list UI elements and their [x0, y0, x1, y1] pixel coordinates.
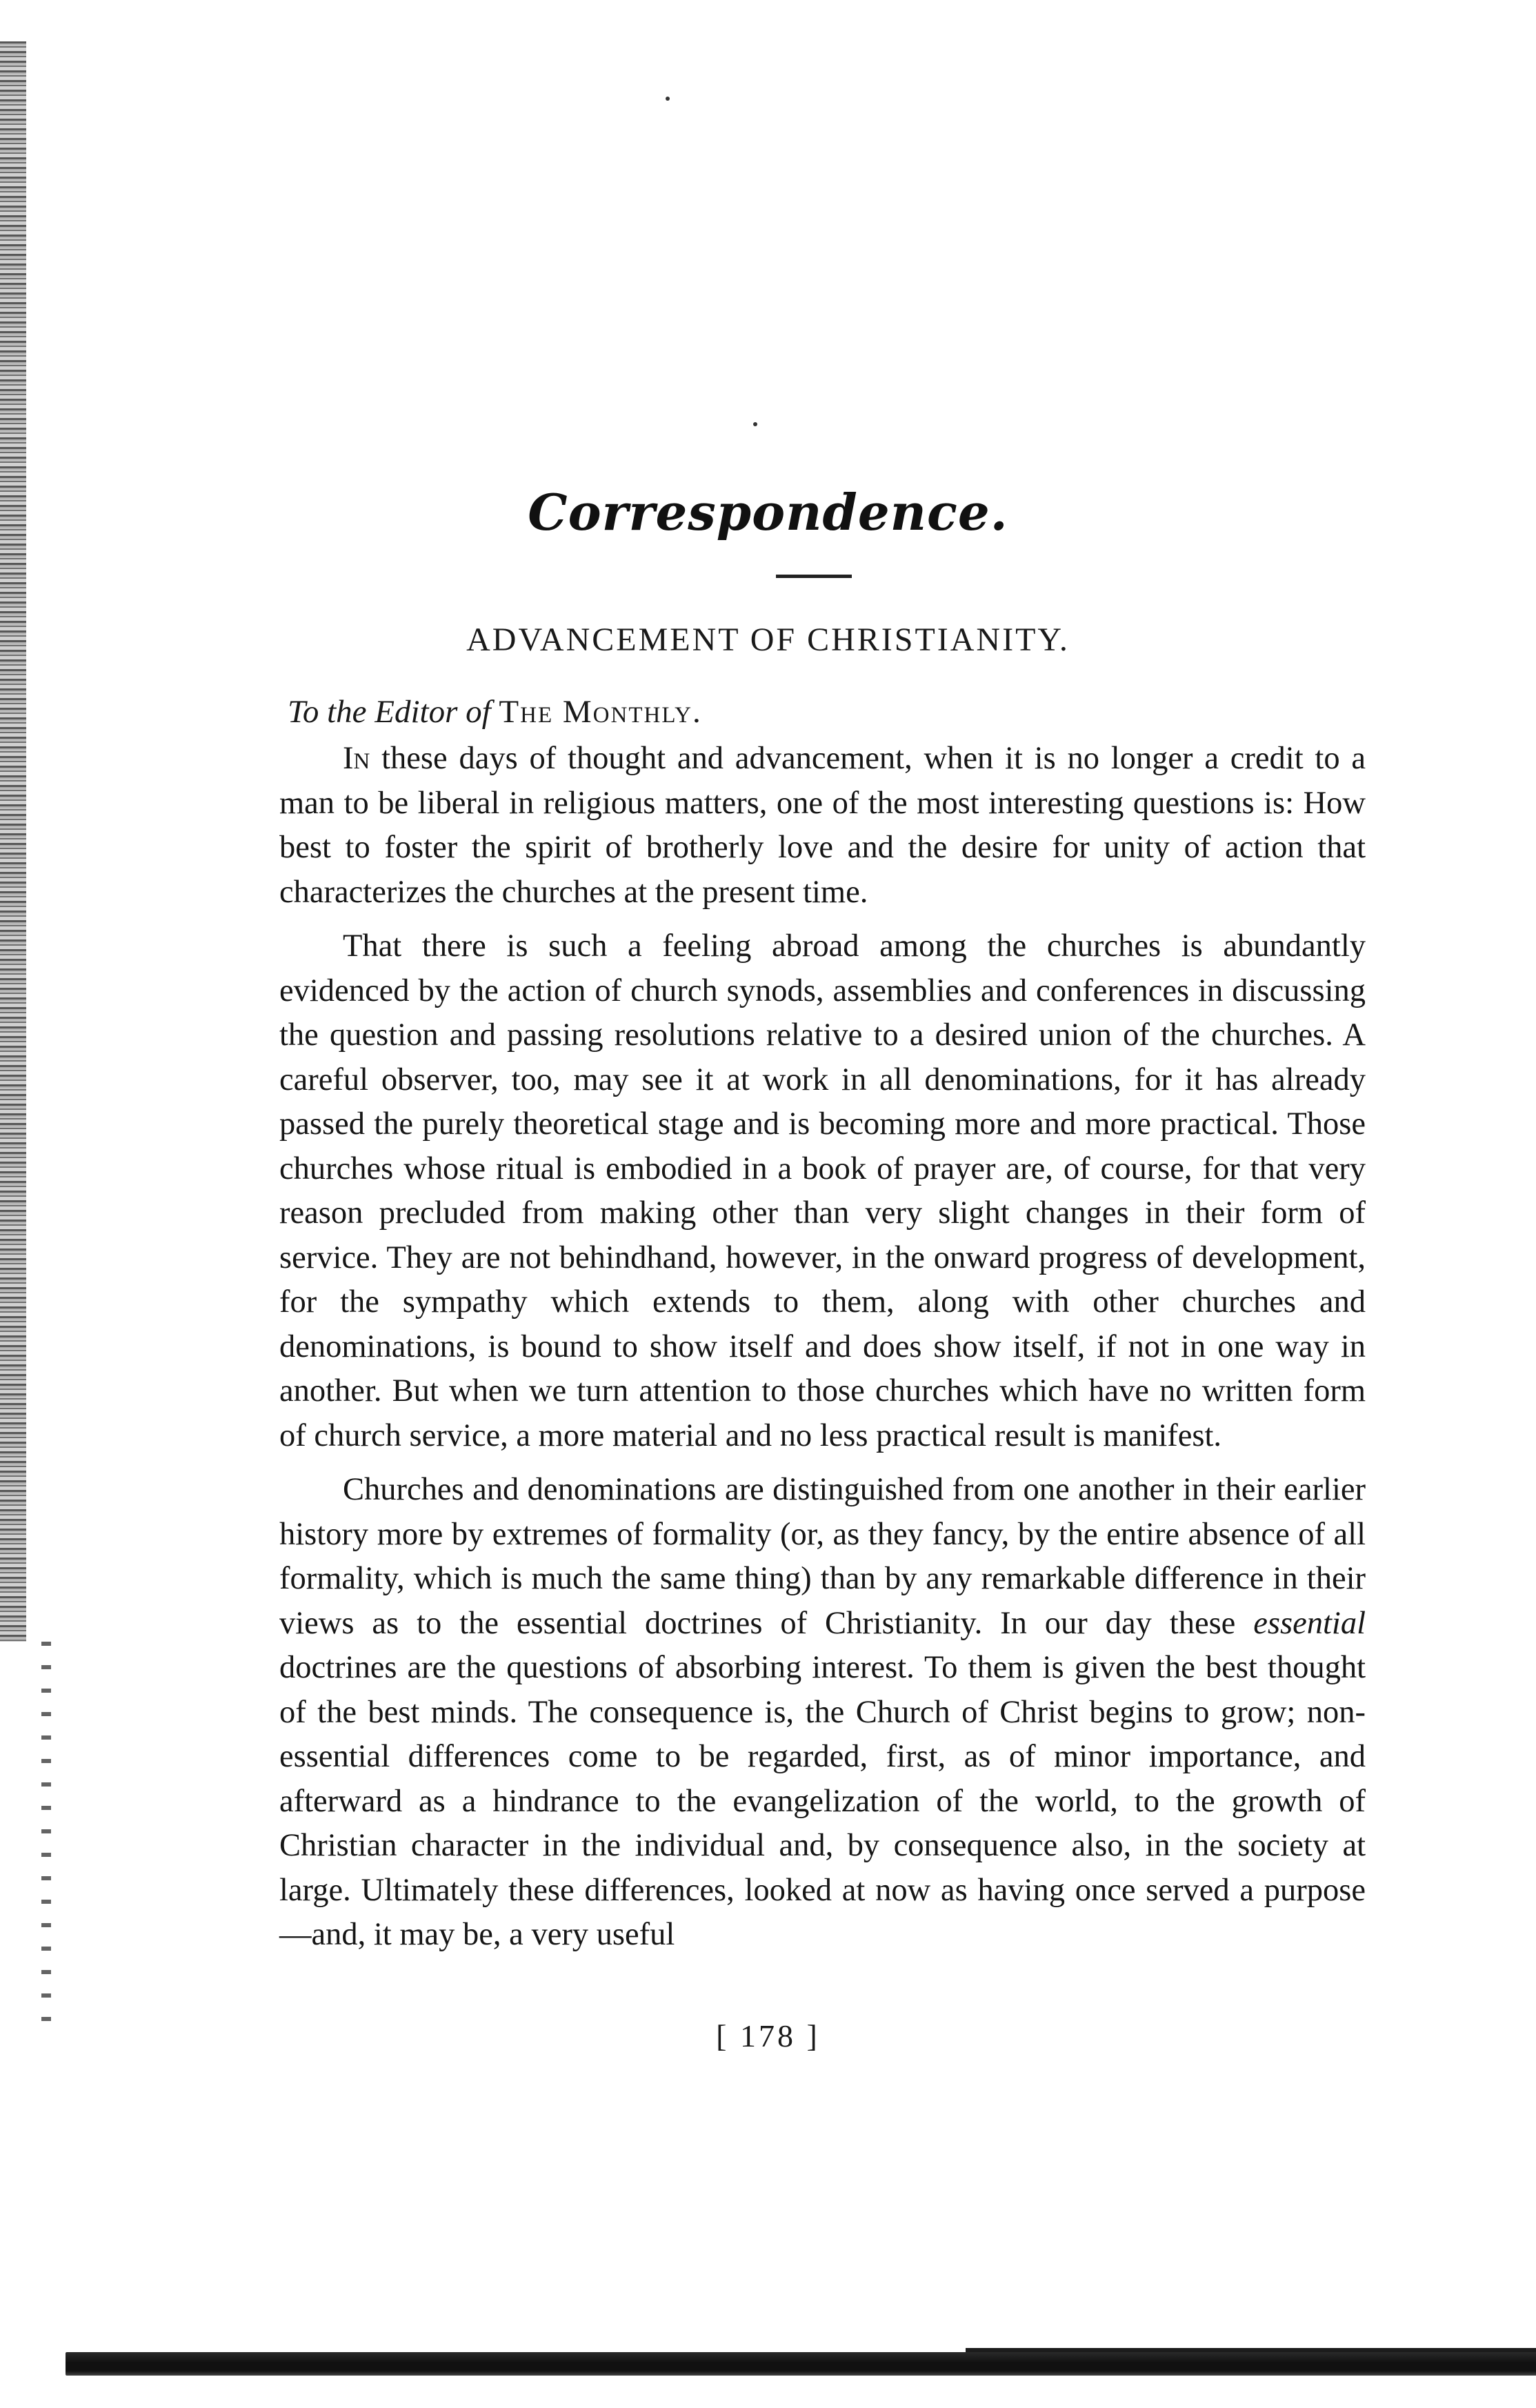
paragraph-1-text: these days of thought and advancement, when it is no longer a credit to a man to be liberal in religious matters, one of the most interesting questions is: How best to foster the spirit of brotherly love and the desire for unity of action that characterizes the churches at the present time. — [279, 741, 1366, 910]
paragraph-3-italic: essential — [1253, 1605, 1366, 1641]
scan-speck — [666, 97, 670, 101]
salutation — [288, 693, 702, 730]
paragraph-1 — [279, 737, 1366, 915]
article-title: ADVANCEMENT OF CHRISTIANITY. — [466, 621, 1070, 658]
paragraph-1-lead: In — [343, 741, 370, 776]
paragraph-3-text-a: Churches and denominations are distinguished from one another in their earlier history more by extremes of formality (or, as they fancy, by the entire absence of all formality, which is much the same thing) than by any remarkable difference in their views as to the essential doctrines of Christianity. In our day these — [279, 1472, 1366, 1641]
page-binding-edge — [0, 41, 26, 1642]
scan-speck — [753, 422, 757, 426]
section-heading: Correspondence. — [528, 483, 1008, 541]
article-body — [279, 737, 1366, 1967]
paragraph-3-text-b: doctrines are the questions of absorbing interest. To them is given the best thought of the best minds. The consequence is, the Church of Christ begins to grow; non-essential differences come to be regarded, first, as of minor importance, and afterward as a hindrance to the evangelization of the world, to the growth of Christian character in the individual and, by consequence also, in the society at large. Ultimately these differences, looked at now as having once served a purpose—and, it may be, a very useful — [279, 1650, 1366, 1952]
page-binding-marks — [41, 1642, 51, 2028]
salutation-publication: The Monthly. — [499, 694, 702, 730]
salutation-italic: To the Editor of — [288, 694, 491, 730]
bottom-rule — [66, 2352, 1536, 2376]
page-number: [ 178 ] — [716, 2018, 820, 2053]
paragraph-3 — [279, 1468, 1366, 1958]
heading-divider — [776, 575, 852, 578]
paragraph-2: That there is such a feeling abroad among the churches is abundantly evidenced by the action of church synods, assemblies and conferences in discussing the question and passing resolutions relative to a desired union of the churches. A careful observer, too, may see it at work in all denominations, for it has already passed the purely theoretical stage and is becoming more and more practical. Those churches whose ritual is embodied in a book of prayer are, of course, for that very reason precluded from making other than very slight changes in their form of service. They are not behindhand, however, in the onward progress of development, for the sympathy which extends to them, along with other churches and denominations, is bound to show itself and does show itself, if not in one way in another. But when we turn attention to those churches which have no written form of church service, a more material and no less practical result is manifest. — [279, 928, 1366, 1453]
